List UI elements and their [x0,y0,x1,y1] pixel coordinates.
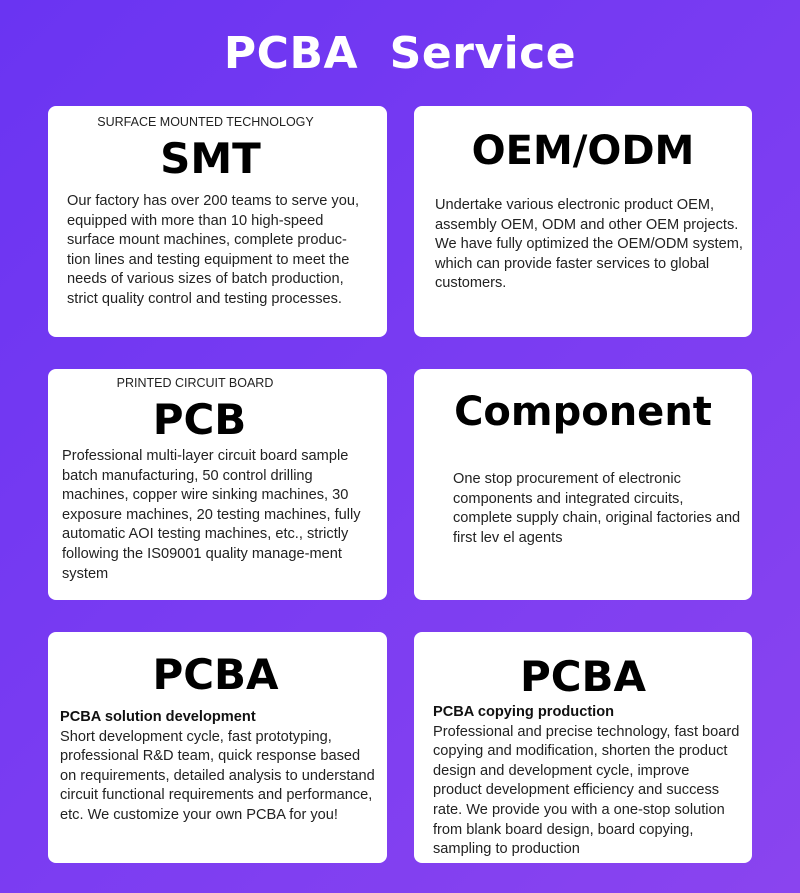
pcba-copying-lead: PCBA copying production [433,704,615,720]
pcba-copying-card [414,632,752,863]
pcb-description: Professional multi-layer circuit board sample batch manufacturing, 50 control drilling machines, copper wire sinking machines, 30 exposure machines, 20 testing machines, fully automatic AOI testing machines, etc., strictly following the IS09001 quality manage-ment system [62,448,361,582]
pcba-copying-heading: PCBA [519,652,647,701]
pcba-development-lead: PCBA solution development [60,709,256,725]
component-heading: Component [454,389,712,435]
oem-odm-description [435,196,745,294]
pcba-development-text: Short development cycle, fast prototyping, professional R&D team, quick response based on requirements, detailed analysis to understand circuit functional requirements and performance, etc. We customize your own PCBA for you! [60,728,375,823]
pcba-development-description [60,708,378,826]
smt-description: Our factory has over 200 teams to serve you, equipped with more than 10 high-speed surface mount machines, complete produc-tion lines and testing equipment to meet the needs of various sizes of batch production, strict quality control and testing processes. [67,193,360,307]
component-card [414,369,752,600]
smt-subtitle: SURFACE MOUNTED TECHNOLOGY [97,115,314,129]
pcba-development-heading: PCBA [152,650,279,699]
oem-odm-card [414,106,752,337]
pcb-card [48,369,387,600]
oem-odm-description-part-2: We have fully optimized the OEM/ODM system, which can provide faster services to global customers. [435,236,743,292]
smt-heading: SMT [160,134,261,183]
pcba-copying-text: Professional and precise technology, fast board copying and modification, shorten the product design and development cycle, improve product development efficiency and success rate. We provide you with a one-stop solution from blank board design, board copying, sampling to production [433,723,740,858]
pcba-development-card [48,632,387,863]
pcb-subtitle: PRINTED CIRCUIT BOARD [116,376,274,390]
page-title: PCBA Service [223,28,577,79]
pcba-copying-description [433,703,741,860]
oem-odm-description-part-1: Undertake various electronic product OEM, assembly OEM, ODM and other OEM projects. [435,197,739,233]
component-description: One stop procurement of electronic components and integrated circuits, complete supply chain, original factories and first lev el agents [453,471,741,546]
smt-card [48,106,387,337]
oem-odm-heading: OEM/ODM [471,128,695,174]
pcb-heading: PCB [152,395,247,444]
